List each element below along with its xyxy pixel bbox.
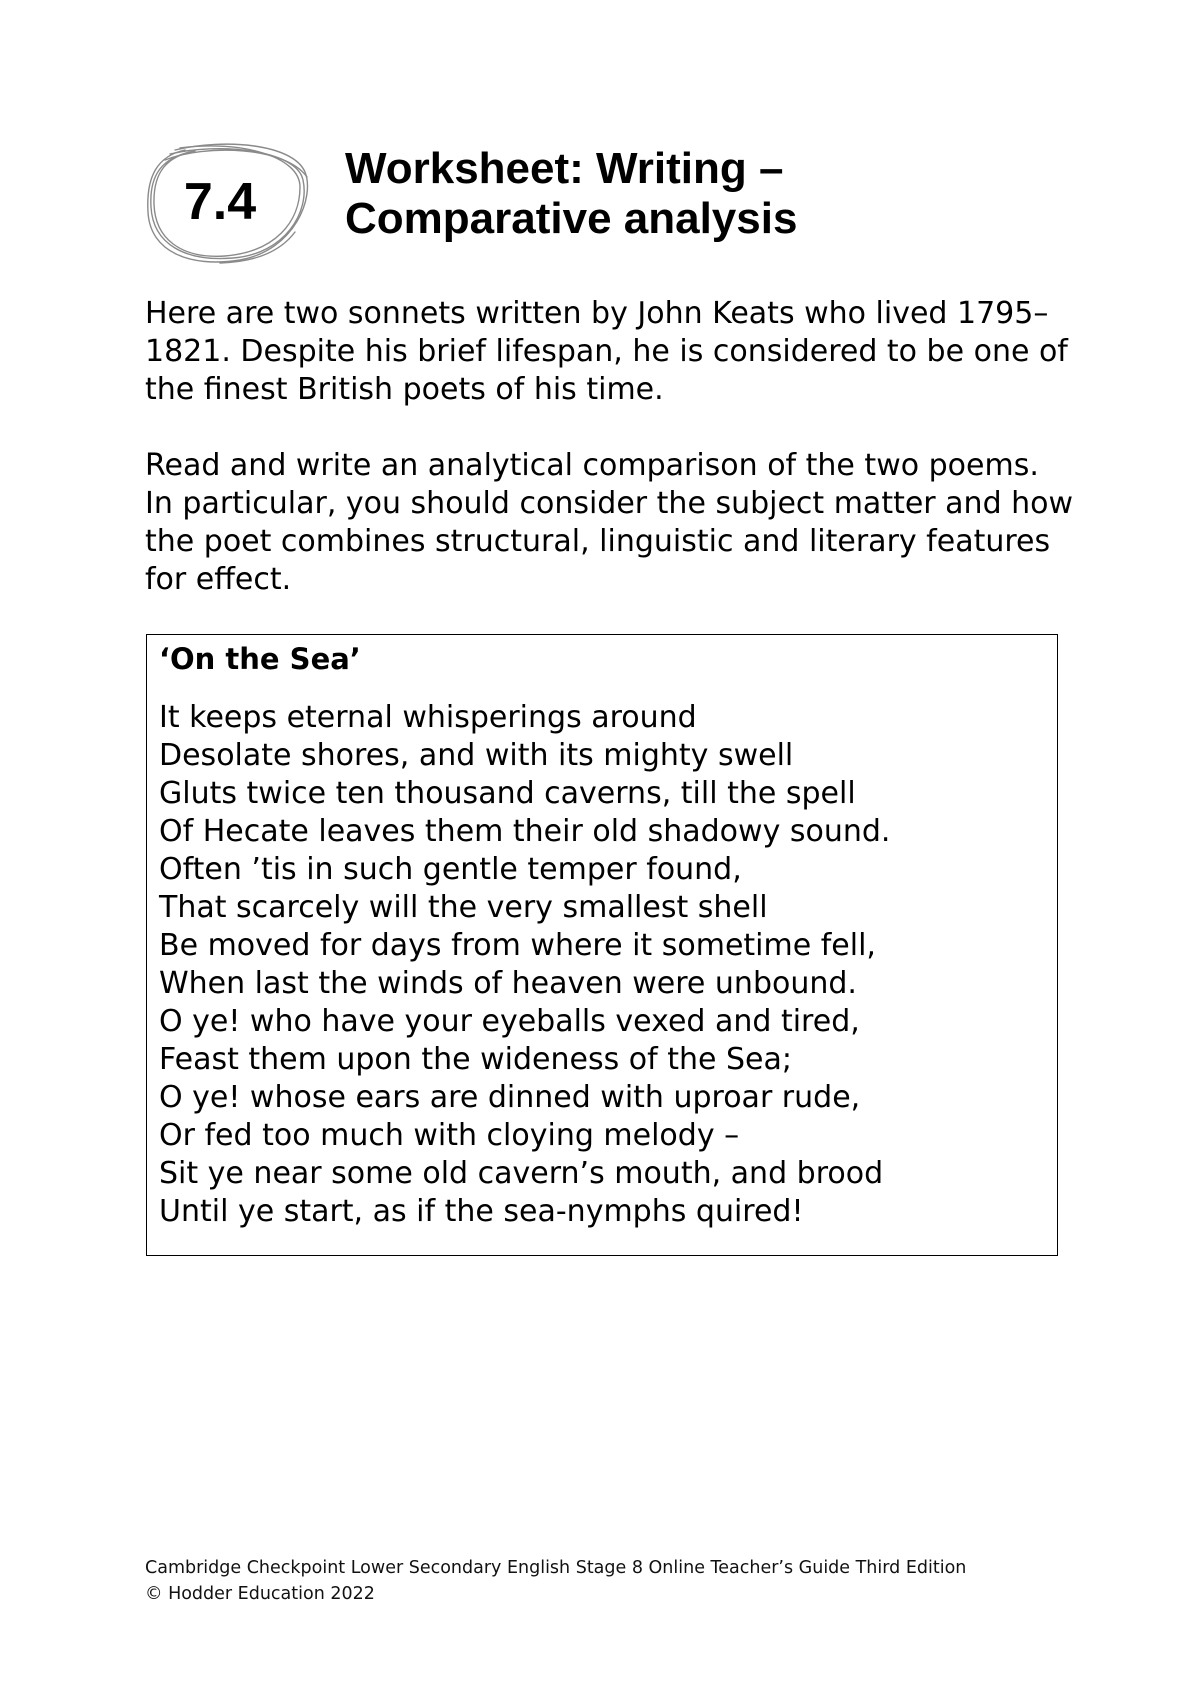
section-number: 7.4 bbox=[183, 173, 257, 231]
poem-line: Be moved for days from where it sometime fell, bbox=[159, 928, 876, 963]
poem-lines bbox=[159, 699, 890, 1231]
footer-publication: Cambridge Checkpoint Lower Secondary English Stage 8 Online Teacher’s Guide Third Edition bbox=[145, 1558, 967, 1578]
poem-line: Desolate shores, and with its mighty swell bbox=[159, 738, 794, 773]
poem-box bbox=[146, 634, 1058, 1256]
poem-title: ‘On the Sea’ bbox=[159, 642, 361, 676]
title-line-2: Comparative analysis bbox=[345, 194, 798, 243]
poem-line: It keeps eternal whisperings around bbox=[159, 700, 697, 735]
poem-line: O ye! whose ears are dinned with uproar rude, bbox=[159, 1080, 861, 1115]
poem-line: Feast them upon the wideness of the Sea; bbox=[159, 1042, 792, 1077]
section-badge bbox=[145, 142, 325, 272]
poem-line: Or fed too much with cloying melody – bbox=[159, 1118, 740, 1153]
poem-line: O ye! who have your eyeballs vexed and tired, bbox=[159, 1004, 860, 1039]
page-title bbox=[345, 144, 1105, 244]
intro-paragraph: Here are two sonnets written by John Keats who lived 1795–1821. Despite his brief lifespan, he is considered to be one of the finest British poets of his time. bbox=[145, 296, 1068, 407]
instruction-paragraph: Read and write an analytical comparison of the two poems. In particular, you should consider the subject matter and how the poet combines structural, linguistic and literary features for effect. bbox=[145, 448, 1074, 597]
poem-line: When last the winds of heaven were unbound. bbox=[159, 966, 857, 1001]
worksheet-header bbox=[145, 142, 1145, 272]
footer-copyright: © Hodder Education 2022 bbox=[145, 1584, 375, 1604]
page-footer bbox=[145, 1555, 966, 1607]
poem-line: Often ’tis in such gentle temper found, bbox=[159, 852, 742, 887]
title-line-1: Worksheet: Writing – bbox=[345, 144, 784, 193]
poem-line: That scarcely will the very smallest shell bbox=[159, 890, 768, 925]
poem-line: Gluts twice ten thousand caverns, till the spell bbox=[159, 776, 856, 811]
poem-line: Sit ye near some old cavern’s mouth, and brood bbox=[159, 1156, 884, 1191]
poem-line: Until ye start, as if the sea-nymphs quired! bbox=[159, 1194, 804, 1229]
poem-line: Of Hecate leaves them their old shadowy sound. bbox=[159, 814, 891, 849]
